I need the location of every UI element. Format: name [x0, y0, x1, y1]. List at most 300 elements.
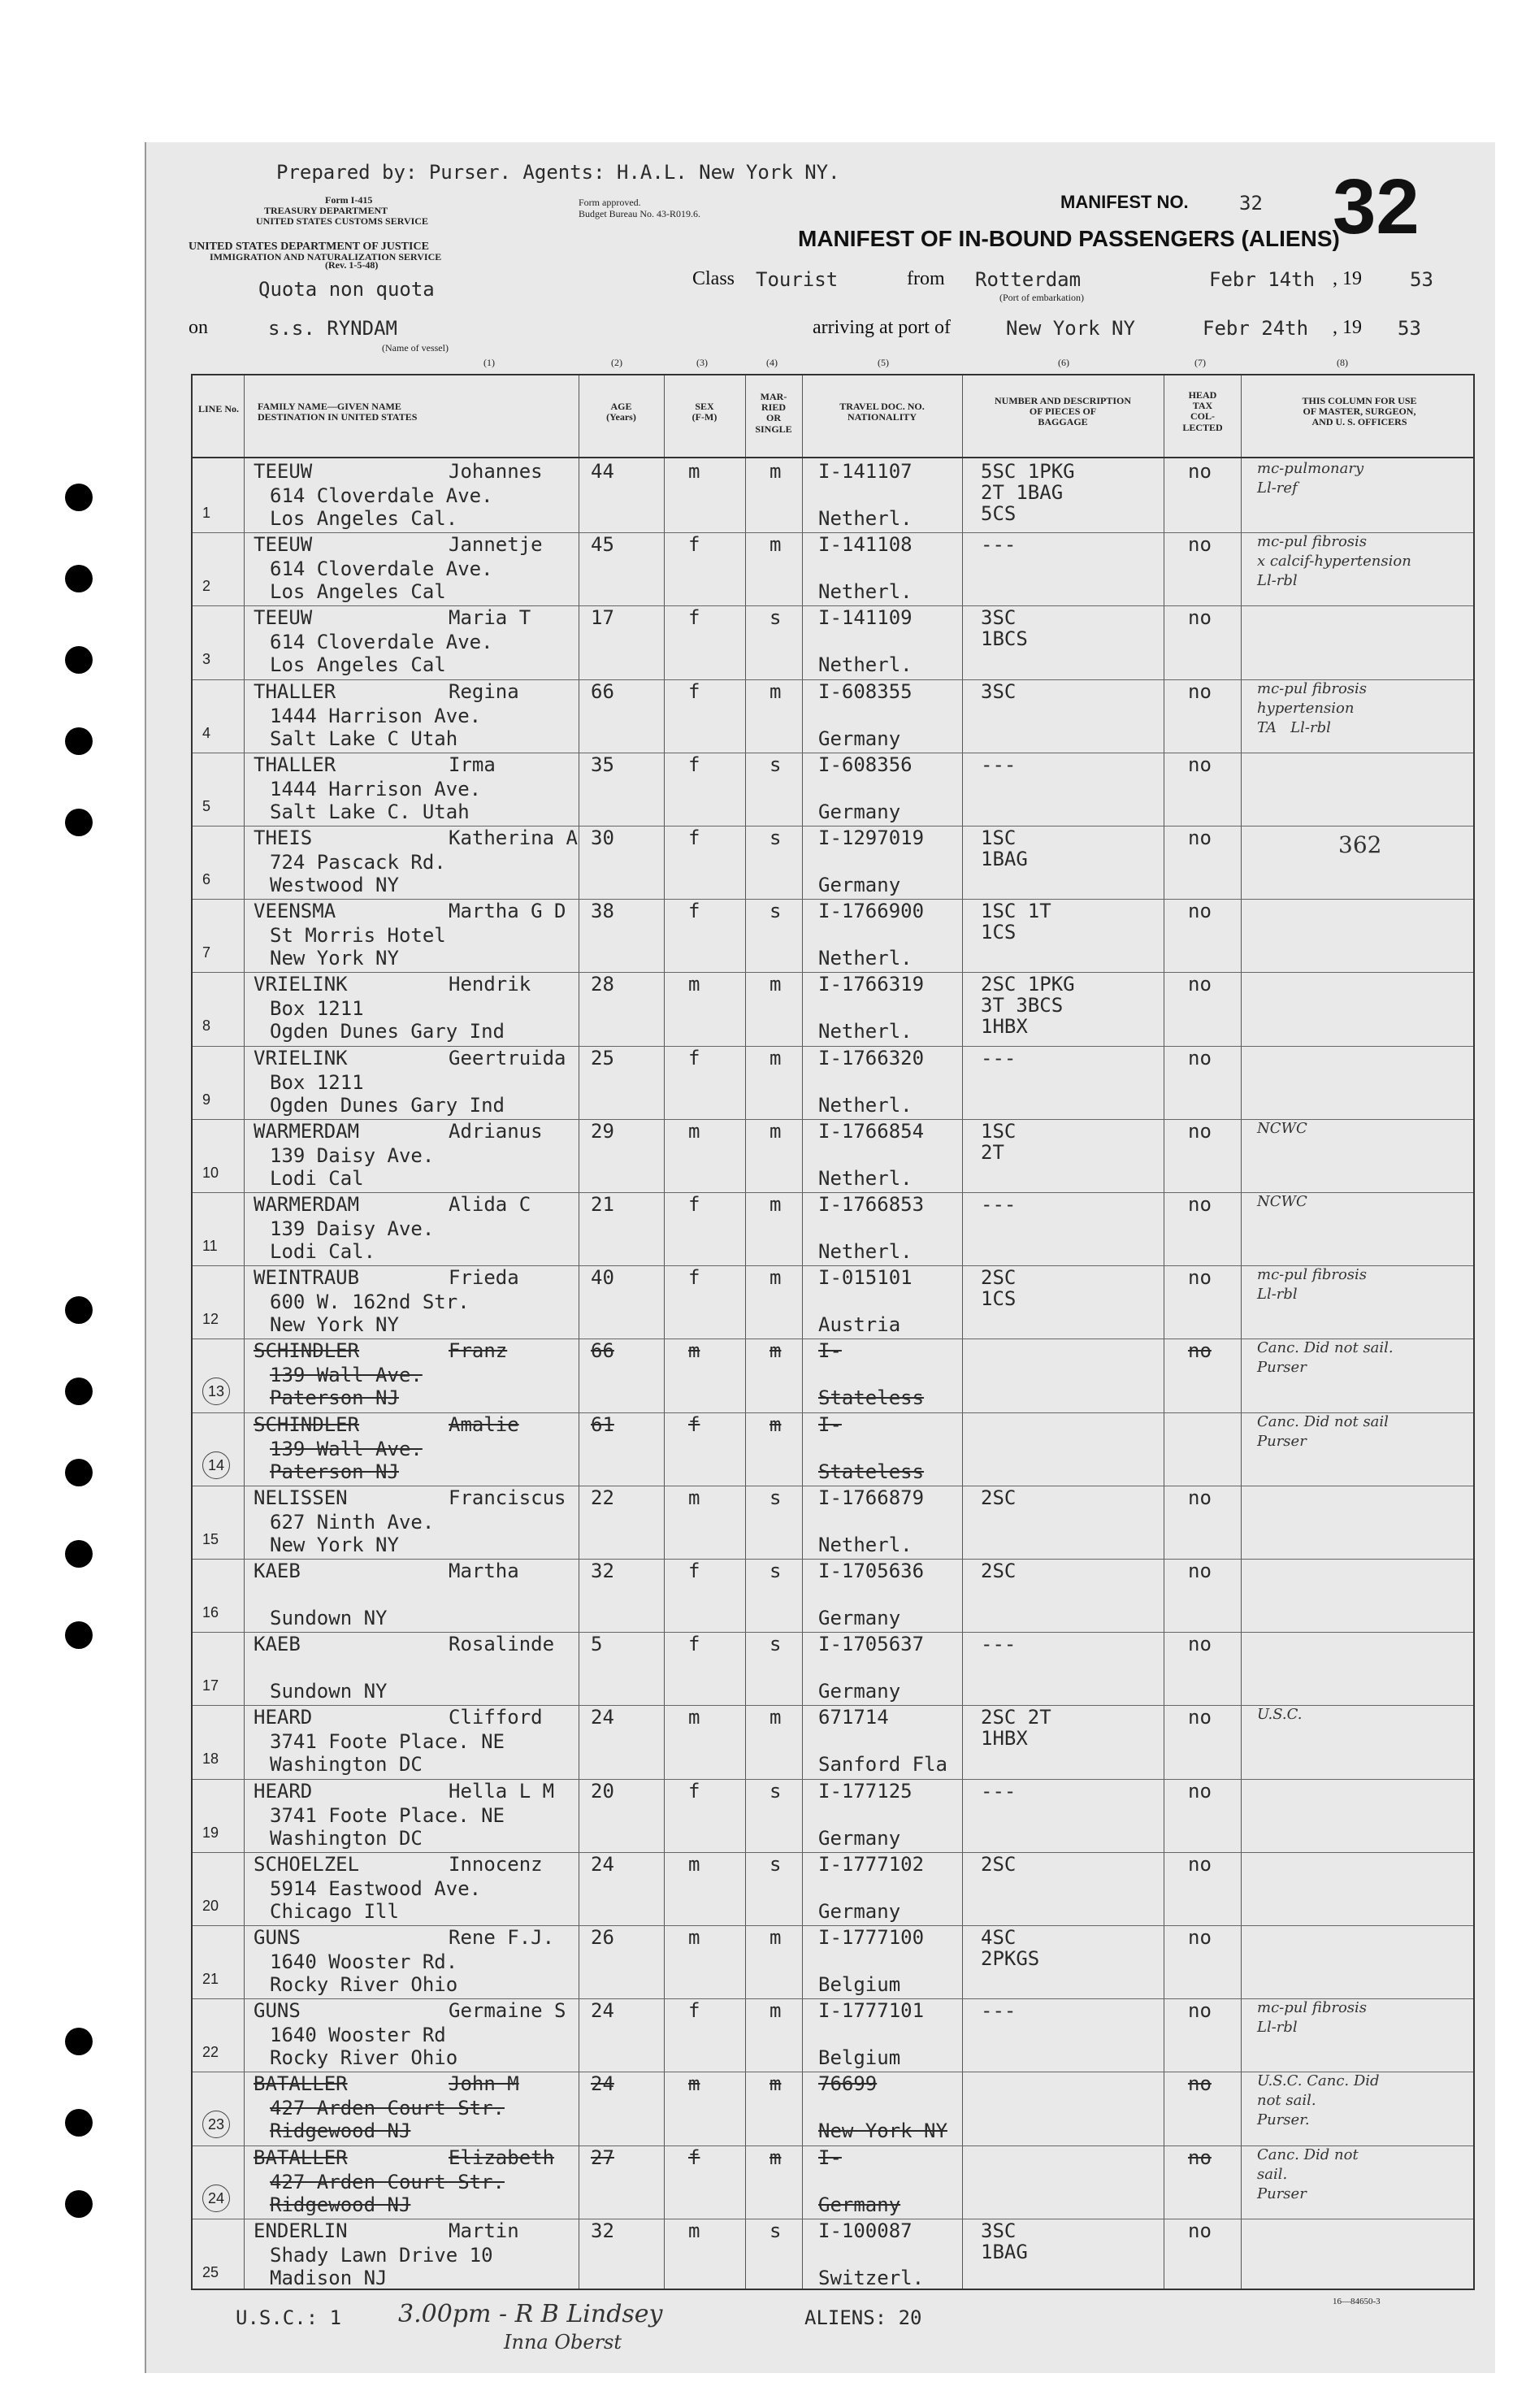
baggage-line-1: --- [981, 1779, 1017, 1803]
head-tax: no [1188, 1266, 1212, 1290]
marital-status: m [770, 2146, 782, 2169]
passenger-row [193, 1119, 1473, 1194]
sex: f [688, 1193, 700, 1216]
travel-doc-no: I-1766854 [818, 1119, 925, 1143]
passenger-row [193, 753, 1473, 827]
line-number: 13 [202, 1378, 230, 1405]
baggage-line-2: 1BAG [981, 2240, 1028, 2263]
col-number-1: (1) [483, 357, 495, 368]
nationality: Netherl. [818, 1020, 913, 1043]
prepared-by-line: Prepared by: Purser. Agents: H.A.L. New York NY. [276, 161, 840, 184]
passenger-row [193, 899, 1473, 974]
baggage-line-1: 4SC [981, 1926, 1017, 1949]
head-tax: no [1188, 973, 1212, 996]
address-line-1: 1444 Harrison Ave. [270, 704, 482, 727]
line-number: 7 [202, 944, 211, 961]
marital-status: s [770, 1852, 782, 1876]
binder-hole [65, 1540, 93, 1568]
col-header-head-tax: HEAD TAX COL- LECTED [1182, 389, 1223, 433]
travel-doc-no: I-141108 [818, 533, 913, 557]
address-line-1: 139 Wall Ave. [270, 1437, 423, 1460]
family-name: THEIS [254, 827, 313, 849]
marital-status: s [770, 900, 782, 923]
marital-status: m [770, 1266, 782, 1290]
address-line-2: Sundown NY [270, 1680, 388, 1703]
passenger-row [193, 679, 1473, 754]
age: 5 [591, 1633, 603, 1656]
year-value: 53 [1410, 268, 1433, 291]
given-name: Franciscus [449, 1486, 566, 1509]
head-tax: no [1188, 1046, 1212, 1069]
head-tax: no [1188, 1119, 1212, 1143]
family-name: WARMERDAM [254, 1119, 360, 1143]
marital-status: m [770, 1926, 782, 1949]
age: 24 [591, 1852, 614, 1876]
col-header-baggage: NUMBER AND DESCRIPTION OF PIECES OF BAGGAGE [994, 395, 1132, 428]
family-name: WEINTRAUB [254, 1266, 360, 1290]
family-name: THALLER [254, 753, 336, 776]
baggage-line-2: 1BCS [981, 627, 1028, 651]
line-number: 2 [202, 578, 211, 595]
line-number: 4 [202, 724, 211, 741]
sex: m [688, 1339, 700, 1363]
address-line-2: Sundown NY [270, 1607, 388, 1629]
officer-note: mc-pul fibrosis Ll-rbl [1257, 1266, 1368, 1304]
line-number: 25 [202, 2263, 219, 2280]
address-line-2: Rocky River Ohio [270, 1973, 458, 1996]
from-value: Rotterdam [975, 268, 1082, 291]
age: 24 [591, 1706, 614, 1729]
address-line-2: Chicago Ill [270, 1899, 399, 1923]
sex: f [688, 2146, 700, 2169]
nationality: Netherl. [818, 507, 913, 530]
baggage-line-1: 5SC 1PKG [981, 460, 1075, 483]
head-tax: no [1188, 1926, 1212, 1949]
passenger-table [191, 374, 1475, 2290]
nationality: Stateless [818, 1386, 925, 1410]
sex: f [688, 1999, 700, 2023]
travel-doc-no: I-1766900 [818, 900, 925, 923]
on-label: on [189, 317, 208, 338]
sex: m [688, 1852, 700, 1876]
binder-hole [65, 1378, 93, 1405]
address-line-2: Salt Lake C Utah [270, 727, 458, 750]
head-tax: no [1188, 1193, 1212, 1216]
sex: f [688, 679, 700, 703]
footer-handwritten-signature: 3.00pm - R B Lindsey [398, 2300, 663, 2328]
head-tax: no [1188, 2146, 1212, 2169]
given-name: Katherina A [449, 827, 578, 849]
marital-status: m [770, 1412, 782, 1436]
head-tax: no [1188, 2219, 1212, 2242]
age: 21 [591, 1193, 614, 1216]
given-name: Hendrik [449, 973, 531, 996]
col-number-8: (8) [1337, 357, 1348, 368]
given-name: Alida C [449, 1193, 531, 1216]
family-name: TEEUW [254, 533, 313, 557]
binder-hole [65, 646, 93, 674]
passenger-row [193, 1559, 1473, 1634]
officer-note: mc-pulmonary Ll-ref [1257, 460, 1364, 497]
given-name: Martha G D [449, 900, 566, 923]
line-number: 9 [202, 1091, 211, 1108]
nationality: Germany [818, 2193, 901, 2216]
address-line-1: 5914 Eastwood Ave. [270, 1877, 482, 1900]
head-tax: no [1188, 827, 1212, 849]
address-line-2: Washington DC [270, 1826, 423, 1850]
binder-hole [65, 1459, 93, 1486]
head-tax: no [1188, 2072, 1212, 2096]
given-name: Rene F.J. [449, 1926, 555, 1949]
baggage-line-1: --- [981, 1633, 1017, 1656]
manifest-no-value: 32 [1239, 192, 1263, 215]
col-header-sex: SEX (F-M) [691, 401, 717, 423]
sailing-date: Febr 14th [1209, 268, 1316, 291]
binder-hole [65, 2109, 93, 2137]
ins-label: IMMIGRATION AND NATURALIZATION SERVICE [210, 251, 442, 262]
baggage-line-1: 3SC [981, 606, 1017, 630]
family-name: VEENSMA [254, 900, 336, 923]
head-tax: no [1188, 1999, 1212, 2023]
age: 35 [591, 753, 614, 776]
class-value: Tourist [756, 268, 839, 291]
officer-note: NCWC [1257, 1119, 1307, 1137]
given-name: Clifford [449, 1706, 543, 1729]
line-number: 22 [202, 2044, 219, 2061]
age: 30 [591, 827, 614, 849]
budget-bureau: Budget Bureau No. 43-R019.6. [579, 208, 700, 219]
baggage-line-2: 1HBX [981, 1727, 1028, 1751]
marital-status: s [770, 1779, 782, 1803]
family-name: KAEB [254, 1633, 301, 1656]
line-number: 21 [202, 1971, 219, 1987]
travel-doc-no: I-1766853 [818, 1193, 925, 1216]
col-number-3: (3) [696, 357, 708, 368]
baggage-line-1: 3SC [981, 679, 1017, 703]
marital-status: s [770, 1633, 782, 1656]
head-tax: no [1188, 1486, 1212, 1509]
passenger-row [193, 1705, 1473, 1780]
passenger-row [193, 532, 1473, 607]
baggage-line-1: 2SC [981, 1852, 1017, 1876]
age: 28 [591, 973, 614, 996]
binder-hole [65, 1296, 93, 1324]
given-name: John M [449, 2072, 519, 2096]
baggage-line-3: 5CS [981, 502, 1017, 525]
head-tax: no [1188, 679, 1212, 703]
line-number: 8 [202, 1017, 211, 1035]
manifest-title: MANIFEST OF IN-BOUND PASSENGERS (ALIENS) [798, 226, 1340, 251]
head-tax: no [1188, 533, 1212, 557]
age: 61 [591, 1412, 614, 1436]
sex: f [688, 1779, 700, 1803]
nationality: Netherl. [818, 580, 913, 604]
officer-note: Canc. Did not sail. Purser [1257, 1339, 1394, 1377]
binder-hole [65, 565, 93, 592]
address-line-2: Ridgewood NJ [270, 2193, 411, 2216]
passenger-row [193, 1925, 1473, 2000]
passenger-row [193, 1632, 1473, 1707]
given-name: Franz [449, 1339, 508, 1363]
marital-status: s [770, 827, 782, 849]
baggage-line-2: 2T 1BAG [981, 481, 1064, 504]
address-line-2: Washington DC [270, 1753, 423, 1777]
col-number-5: (5) [878, 357, 889, 368]
sex: f [688, 1046, 700, 1069]
travel-doc-no: I-1705636 [818, 1560, 925, 1582]
address-line-2: Ridgewood NJ [270, 2119, 411, 2143]
address-line-2: Ogden Dunes Gary Ind [270, 1020, 505, 1043]
address-line-1: 1640 Wooster Rd [270, 2024, 446, 2047]
form-label: Form I-415 [325, 194, 373, 206]
footer-usc: U.S.C.: 1 [236, 2306, 342, 2329]
head-tax: no [1188, 1852, 1212, 1876]
sex: m [688, 1926, 700, 1949]
family-name: ENDERLIN [254, 2219, 348, 2242]
nationality: Netherl. [818, 1533, 913, 1556]
age: 17 [591, 606, 614, 630]
given-name: Maria T [449, 606, 531, 630]
sex: m [688, 1706, 700, 1729]
family-name: THALLER [254, 679, 336, 703]
passenger-row [193, 1779, 1473, 1854]
head-tax: no [1188, 1339, 1212, 1363]
baggage-line-2: 3T 3BCS [981, 994, 1064, 1017]
line-number: 20 [202, 1897, 219, 1914]
binder-hole [65, 727, 93, 755]
address-line-1: 427 Arden Court Str. [270, 2097, 505, 2120]
travel-doc-no: I-1777100 [818, 1926, 925, 1949]
nationality: Netherl. [818, 1166, 913, 1190]
line-number: 23 [202, 2111, 230, 2138]
travel-doc-no: I- [818, 1412, 842, 1436]
address-line-1: 614 Cloverdale Ave. [270, 558, 493, 581]
address-line-2: Ogden Dunes Gary Ind [270, 1093, 505, 1117]
sex: f [688, 533, 700, 557]
binder-hole [65, 2190, 93, 2218]
vessel-label: (Name of vessel) [382, 342, 449, 354]
nationality: Netherl. [818, 947, 913, 970]
given-name: Martin [449, 2219, 519, 2242]
passenger-row [193, 826, 1473, 900]
passenger-row [193, 2072, 1473, 2146]
officer-note: Canc. Did not sail Purser [1257, 1412, 1389, 1450]
baggage-line-1: 2SC [981, 1486, 1017, 1509]
head-tax: no [1188, 1706, 1212, 1729]
passenger-row [193, 1486, 1473, 1560]
travel-doc-no: I-1766319 [818, 973, 925, 996]
manifest-no-label: MANIFEST NO. [1060, 192, 1189, 212]
sex: f [688, 827, 700, 849]
age: 22 [591, 1486, 614, 1509]
customs-service: UNITED STATES CUSTOMS SERVICE [256, 215, 428, 227]
given-name: Hella L M [449, 1779, 555, 1803]
line-number: 17 [202, 1677, 219, 1694]
sex: f [688, 900, 700, 923]
marital-status: m [770, 973, 782, 996]
family-name: WARMERDAM [254, 1193, 360, 1216]
address-line-1: 139 Wall Ave. [270, 1364, 423, 1387]
head-tax: no [1188, 1779, 1212, 1803]
address-line-1: 1444 Harrison Ave. [270, 777, 482, 800]
line-number: 24 [202, 2185, 230, 2212]
passenger-row [193, 605, 1473, 680]
baggage-line-1: 3SC [981, 2219, 1017, 2242]
sex: m [688, 2219, 700, 2242]
address-line-2: Lodi Cal. [270, 1240, 376, 1263]
nationality: Germany [818, 1607, 901, 1629]
line-number: 18 [202, 1751, 219, 1768]
binder-hole [65, 1621, 93, 1649]
given-name: Regina [449, 679, 519, 703]
address-line-1: 139 Daisy Ave. [270, 1143, 435, 1167]
officer-note: mc-pul fibrosis Ll-rbl [1257, 1999, 1368, 2037]
given-name: Martha [449, 1560, 519, 1582]
port-embarkation-label: (Port of embarkation) [999, 292, 1084, 303]
age: 66 [591, 679, 614, 703]
address-line-2: Westwood NY [270, 874, 399, 896]
col-number-2: (2) [611, 357, 622, 368]
address-line-1: 1640 Wooster Rd. [270, 1950, 458, 1973]
nationality: Germany [818, 874, 901, 896]
line-number: 5 [202, 797, 211, 814]
footer-handwritten-signature-2: Inna Oberst [504, 2331, 622, 2354]
given-name: Rosalinde [449, 1633, 555, 1656]
travel-doc-no: I-177125 [818, 1779, 913, 1803]
passenger-row [193, 1998, 1473, 2073]
travel-doc-no: I-1777102 [818, 1852, 925, 1876]
baggage-line-1: 1SC [981, 827, 1017, 849]
officer-note: U.S.C. [1257, 1706, 1303, 1724]
line-number: 6 [202, 871, 211, 887]
passenger-row [193, 2219, 1473, 2293]
passenger-row [193, 972, 1473, 1047]
line-number: 15 [202, 1530, 219, 1547]
marital-status: m [770, 1193, 782, 1216]
given-name: Amalie [449, 1412, 519, 1436]
marital-status: s [770, 2219, 782, 2242]
nationality: Netherl. [818, 1093, 913, 1117]
head-tax: no [1188, 900, 1212, 923]
baggage-line-1: --- [981, 533, 1017, 557]
head-tax: no [1188, 460, 1212, 483]
nationality: Sanford Fla [818, 1753, 947, 1777]
officer-note: mc-pul fibrosis x calcif-hypertension Ll-rbl [1257, 533, 1411, 590]
baggage-line-1: 2SC [981, 1560, 1017, 1582]
officer-note: U.S.C. Canc. Did not sail. Purser. [1257, 2072, 1380, 2129]
treasury-dept: TREASURY DEPARTMENT [264, 205, 388, 216]
family-name: HEARD [254, 1706, 313, 1729]
nationality: Netherl. [818, 653, 913, 677]
nationality: Stateless [818, 1460, 925, 1483]
address-line-2: Lodi Cal [270, 1166, 364, 1190]
arrival-year-value: 53 [1398, 317, 1421, 340]
head-tax: no [1188, 1633, 1212, 1656]
marital-status: m [770, 1339, 782, 1363]
sex: f [688, 1266, 700, 1290]
family-name: HEARD [254, 1779, 313, 1803]
given-name: Innocenz [449, 1852, 543, 1876]
address-line-2: New York NY [270, 1313, 399, 1337]
line-number: 12 [202, 1311, 219, 1328]
col-header-officers: THIS COLUMN FOR USE OF MASTER, SURGEON, AND U. S. OFFICERS [1302, 395, 1417, 428]
travel-doc-no: 76699 [818, 2072, 878, 2096]
marital-status: m [770, 533, 782, 557]
sex: m [688, 1486, 700, 1509]
travel-doc-no: I-1777101 [818, 1999, 925, 2023]
manifest-big-number: 32 [1333, 163, 1420, 250]
family-name: SCHINDLER [254, 1412, 360, 1436]
marital-status: s [770, 606, 782, 630]
line-number: 19 [202, 1824, 219, 1841]
passenger-row [193, 1852, 1473, 1927]
travel-doc-no: I-1297019 [818, 827, 925, 849]
passenger-row [193, 1265, 1473, 1340]
col-header-married: MAR- RIED OR SINGLE [755, 391, 792, 435]
baggage-line-2: 1CS [981, 921, 1017, 944]
revision: (Rev. 1-5-48) [325, 259, 379, 271]
travel-doc-no: I- [818, 1339, 842, 1363]
baggage-line-1: --- [981, 1046, 1017, 1069]
address-line-2: New York NY [270, 1533, 399, 1556]
marital-status: s [770, 1560, 782, 1582]
travel-doc-no: 671714 [818, 1706, 889, 1729]
baggage-line-1: --- [981, 1193, 1017, 1216]
nationality: Austria [818, 1313, 901, 1337]
passenger-row [193, 1339, 1473, 1413]
sex: m [688, 973, 700, 996]
given-name: Irma [449, 753, 496, 776]
passenger-row [193, 1046, 1473, 1121]
marital-status: s [770, 1486, 782, 1509]
family-name: TEEUW [254, 606, 313, 630]
address-line-1: 724 Pascack Rd. [270, 851, 446, 874]
family-name: TEEUW [254, 460, 313, 483]
age: 27 [591, 2146, 614, 2169]
family-name: GUNS [254, 1999, 301, 2023]
form-approved: Form approved. [579, 197, 641, 208]
baggage-line-3: 1HBX [981, 1015, 1028, 1039]
given-name: Frieda [449, 1266, 519, 1290]
baggage-line-1: 2SC 1PKG [981, 973, 1075, 996]
address-line-1: 427 Arden Court Str. [270, 2170, 505, 2193]
officer-note: 362 [1338, 831, 1382, 858]
baggage-line-1: 1SC 1T [981, 900, 1051, 923]
sex: m [688, 460, 700, 483]
passenger-row [193, 2146, 1473, 2220]
travel-doc-no: I-141109 [818, 606, 913, 630]
age: 24 [591, 2072, 614, 2096]
line-number: 14 [202, 1451, 230, 1479]
nationality: New York NY [818, 2119, 947, 2143]
col-header-travel-doc: TRAVEL DOC. NO. NATIONALITY [839, 401, 925, 423]
nationality: Germany [818, 727, 901, 750]
nationality: Germany [818, 1680, 901, 1703]
baggage-line-1: --- [981, 1999, 1017, 2023]
baggage-line-1: 1SC [981, 1119, 1017, 1143]
family-name: VRIELINK [254, 973, 348, 996]
officer-note: mc-pul fibrosis hypertension TA Ll-rbl [1257, 679, 1368, 736]
travel-doc-no: I- [818, 2146, 842, 2169]
baggage-line-2: 1BAG [981, 848, 1028, 870]
address-line-2: New York NY [270, 947, 399, 970]
given-name: Jannetje [449, 533, 543, 557]
address-line-1: 614 Cloverdale Ave. [270, 484, 493, 507]
sex: f [688, 606, 700, 630]
arrival-date: Febr 24th [1203, 317, 1309, 340]
address-line-1: 3741 Foote Place. NE [270, 1803, 505, 1827]
marital-status: m [770, 1706, 782, 1729]
